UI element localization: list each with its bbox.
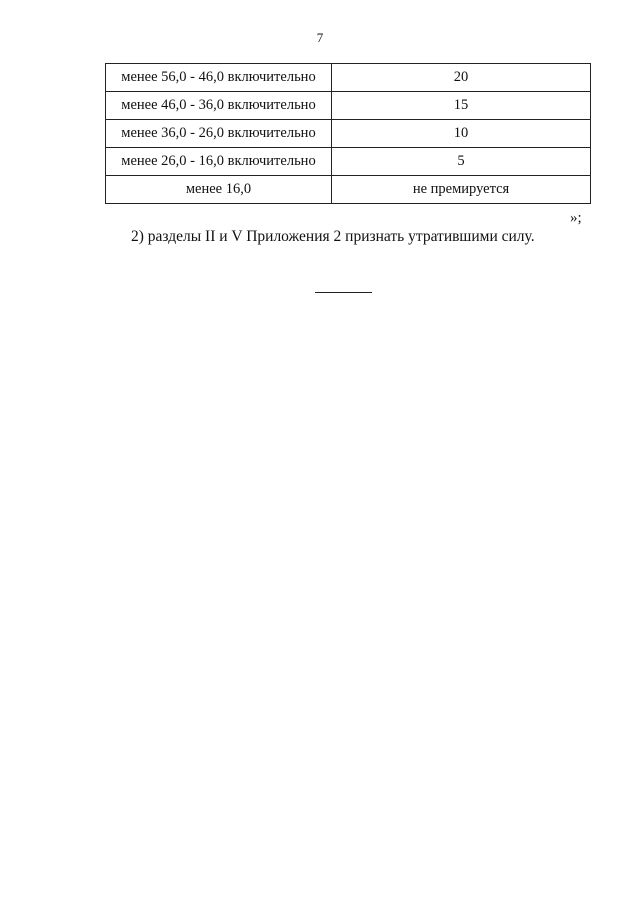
table-row [106,92,591,120]
bonus-table [105,63,591,204]
closing-quote: »; [570,210,582,226]
value-cell: 5 [332,148,591,176]
page-number: 7 [316,30,324,45]
table-row [106,148,591,176]
table-row [106,120,591,148]
range-cell: менее 36,0 - 26,0 включительно [106,120,332,148]
range-cell: менее 56,0 - 46,0 включительно [106,64,332,92]
range-cell: менее 26,0 - 16,0 включительно [106,148,332,176]
value-cell: не премируется [332,176,591,204]
value-cell: 20 [332,64,591,92]
table-row [106,176,591,204]
range-cell: менее 46,0 - 36,0 включительно [106,92,332,120]
table-row [106,64,591,92]
end-of-document-rule [315,292,372,293]
range-cell: менее 16,0 [106,176,332,204]
value-cell: 10 [332,120,591,148]
item-2-paragraph: 2) разделы II и V Приложения 2 признать утратившими силу. [131,228,535,245]
value-cell: 15 [332,92,591,120]
